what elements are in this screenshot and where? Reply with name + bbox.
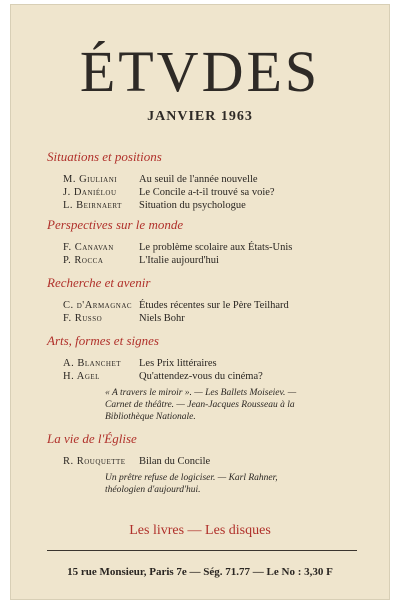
article-title: L'Italie aujourd'hui (139, 255, 219, 266)
section-eglise (47, 431, 377, 496)
section-recherche (47, 275, 377, 325)
author: A. Blanchet (63, 358, 121, 369)
author: M. Giuliani (63, 174, 118, 185)
author: J. Daniélou (63, 187, 117, 198)
section-title: Perspectives sur le monde (47, 217, 184, 232)
section-title: Recherche et avenir (47, 275, 151, 290)
toc-row (47, 312, 377, 325)
section-note: « A travers le miroir ». — Les Ballets Moiseiev. — Carnet de théâtre. — Jean-Jacques Rousseau à la Bibliothèque Nationale. (105, 388, 297, 422)
section-situations (47, 149, 377, 212)
masthead: ÉTVDES (79, 39, 321, 104)
article-title: Études récentes sur le Père Teilhard (139, 300, 289, 311)
article-title: Au seuil de l'année nouvelle (139, 174, 258, 185)
publisher-address: 15 rue Monsieur, Paris 7e — Ség. 71.77 — Le No : 3,30 F (67, 566, 333, 578)
article-title: Les Prix littéraires (139, 358, 217, 369)
toc-row (47, 173, 377, 186)
author: P. Rocca (63, 255, 104, 266)
author: L. Beirnaert (63, 200, 122, 211)
article-title: Bilan du Concile (139, 456, 211, 467)
author: C. d'Armagnac (63, 300, 133, 311)
article-title: Le problème scolaire aux États-Unis (139, 242, 293, 253)
author: F. Canavan (63, 242, 114, 253)
toc-row (47, 199, 377, 212)
section-perspectives (47, 217, 377, 267)
toc-row (47, 370, 377, 383)
section-note: Un prêtre refuse de logiciser. — Karl Rahner, théologien d'aujourd'hui. (105, 473, 278, 495)
toc-row (47, 241, 377, 254)
toc-row (47, 299, 377, 312)
article-title: Situation du psychologue (139, 200, 246, 211)
toc-row (47, 357, 377, 370)
section-title: Arts, formes et signes (47, 333, 159, 348)
author: F. Russo (63, 313, 103, 324)
issue-date: JANVIER 1963 (147, 109, 253, 124)
article-title: Niels Bohr (139, 313, 185, 324)
author: H. Agel (63, 371, 100, 382)
author: R. Rouquette (63, 456, 126, 467)
reviews-heading: Les livres — Les disques (129, 523, 271, 538)
toc-row (47, 254, 377, 267)
section-arts (47, 333, 377, 423)
article-title: Le Concile a-t-il trouvé sa voie? (139, 187, 275, 198)
article-title: Qu'attendez-vous du cinéma? (139, 371, 263, 382)
toc-row (47, 455, 377, 468)
toc-row (47, 186, 377, 199)
section-title: Situations et positions (47, 149, 162, 164)
magazine-cover (10, 4, 390, 600)
divider (47, 550, 357, 551)
section-title: La vie de l'Église (47, 431, 137, 446)
